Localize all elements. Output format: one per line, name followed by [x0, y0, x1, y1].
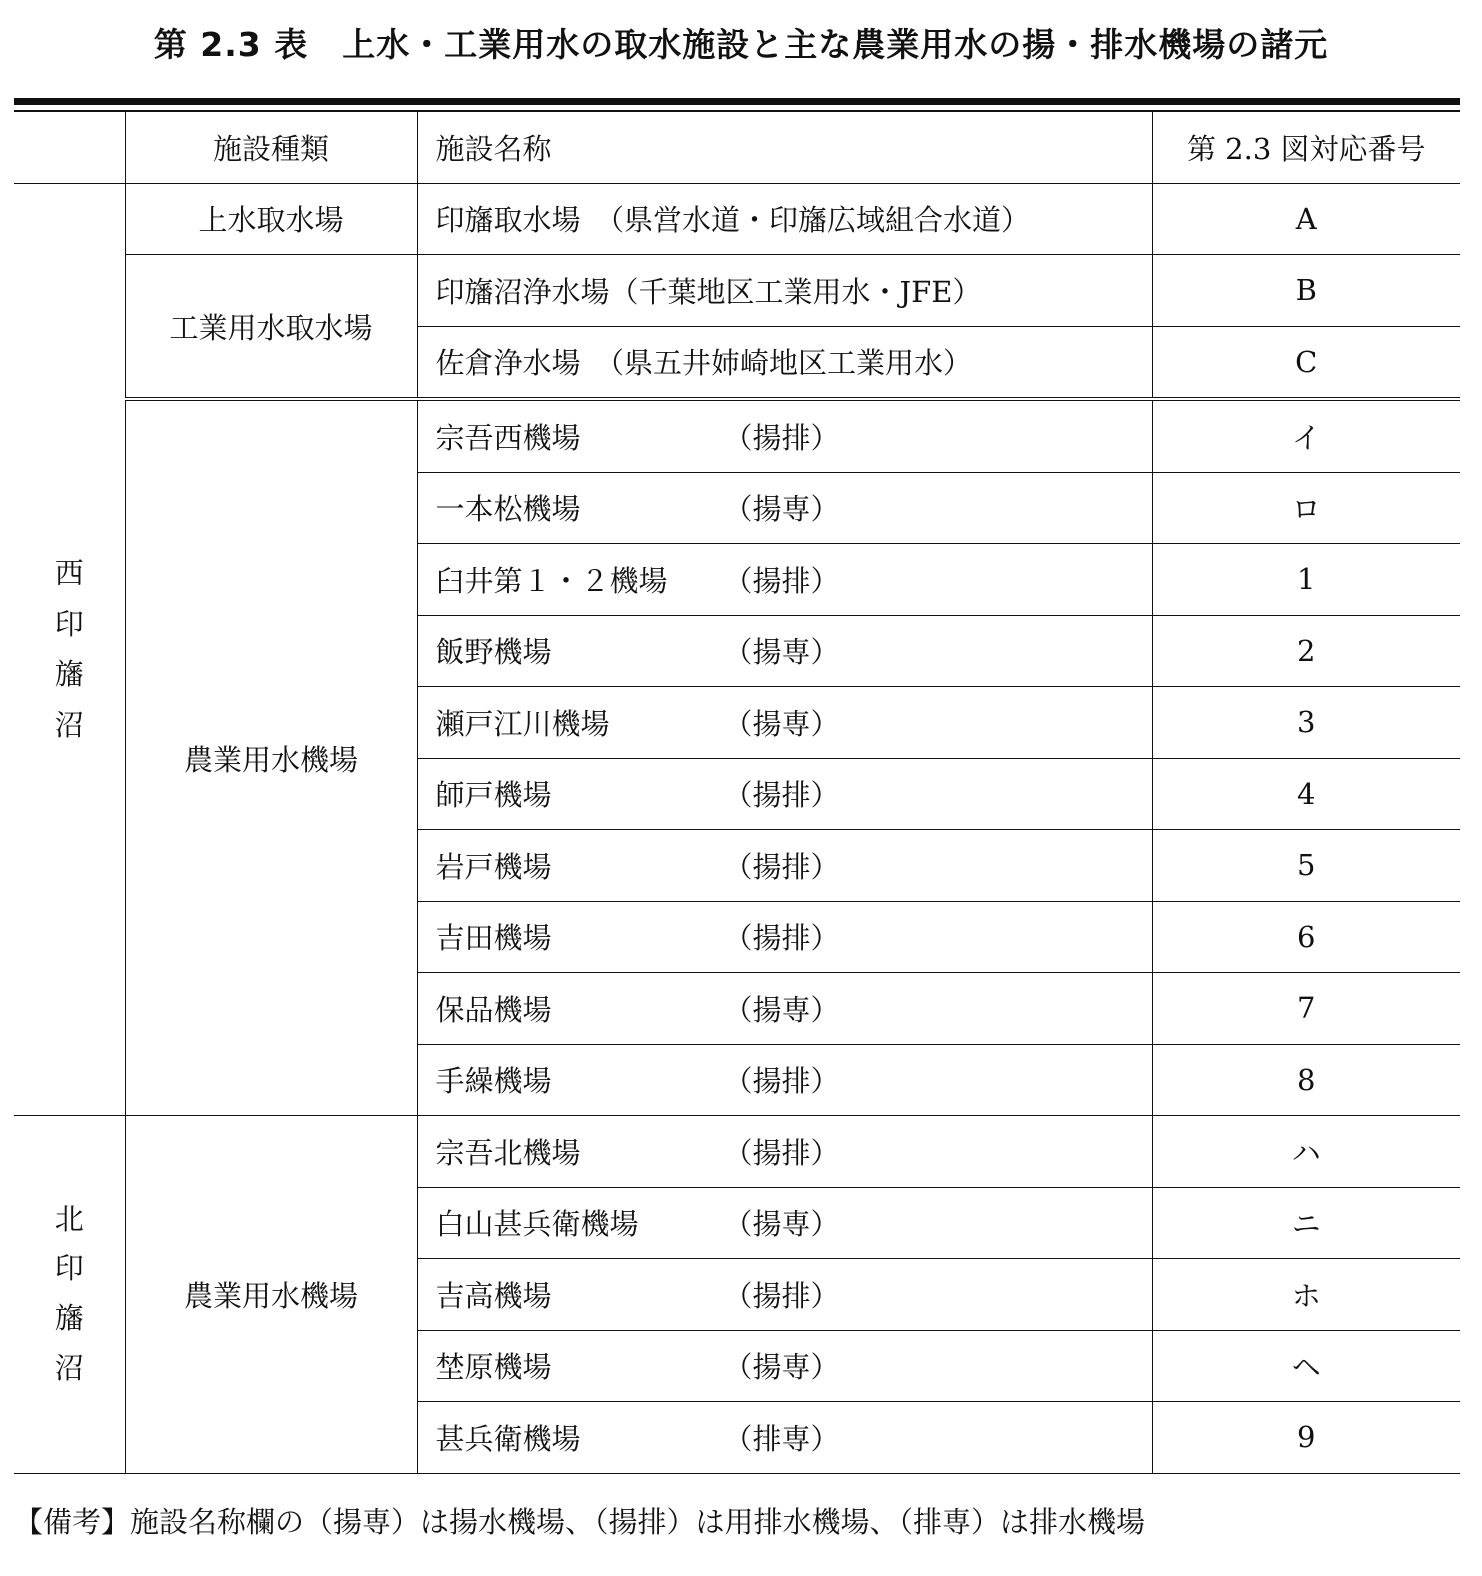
- facility-kind-tag: （揚排）: [723, 563, 840, 598]
- facility-name: 甚兵衛機場: [435, 1421, 581, 1456]
- facility-type-cell: 上水取水場: [125, 183, 417, 255]
- figure-number-cell: 5: [1152, 830, 1460, 902]
- facility-type-cell: 農業用水機場: [125, 1116, 417, 1474]
- facility-table: [14, 112, 1460, 1474]
- table-row: [14, 399, 1460, 472]
- header-facility-name: 施設名称: [417, 112, 1152, 183]
- facility-kind-tag: （揚排）: [723, 420, 840, 455]
- header-facility-type: 施設種類: [125, 112, 417, 183]
- facility-name: 印旛取水場 （県営水道・印旛広域組合水道）: [435, 203, 1031, 238]
- facility-kind-tag: （揚排）: [723, 1278, 840, 1313]
- facility-name: 保品機場: [435, 992, 552, 1027]
- figure-number-cell: 1: [1152, 544, 1460, 616]
- header-region-cell: [14, 112, 125, 183]
- facility-name-cell: [417, 830, 1152, 902]
- facility-kind-tag: （揚排）: [723, 778, 840, 813]
- facility-name-cell: [417, 1330, 1152, 1402]
- facility-name: 臼井第１・２機場: [435, 563, 668, 598]
- facility-name: 埜原機場: [435, 1350, 552, 1385]
- facility-name-cell: [417, 1259, 1152, 1331]
- figure-number-cell: 9: [1152, 1402, 1460, 1474]
- figure-number-cell: 7: [1152, 973, 1460, 1045]
- region-cell-west: [14, 183, 125, 1116]
- figure-number-cell: ロ: [1152, 472, 1460, 544]
- facility-kind-tag: （揚専）: [723, 1350, 840, 1385]
- facility-name: 岩戸機場: [435, 849, 552, 884]
- facility-name: 白山甚兵衛機場: [435, 1207, 639, 1242]
- region-label-west: 西印旛沼: [54, 555, 84, 742]
- facility-kind-tag: （揚専）: [723, 1207, 840, 1242]
- figure-number-cell: ヘ: [1152, 1330, 1460, 1402]
- facility-name-cell: [417, 183, 1152, 255]
- figure-number-cell: イ: [1152, 399, 1460, 472]
- facility-name: 師戸機場: [435, 778, 552, 813]
- facility-kind-tag: （揚排）: [723, 849, 840, 884]
- figure-number-cell: A: [1152, 183, 1460, 255]
- figure-number-cell: ハ: [1152, 1116, 1460, 1188]
- table-row: [14, 183, 1460, 255]
- facility-name-cell: [417, 399, 1152, 472]
- facility-kind-tag: （揚専）: [723, 706, 840, 741]
- facility-name: 印旛沼浄水場（千葉地区工業用水・JFE）: [435, 274, 982, 309]
- facility-kind-tag: （排専）: [723, 1421, 840, 1456]
- facility-name: 瀬戸江川機場: [435, 706, 610, 741]
- figure-number-cell: ニ: [1152, 1187, 1460, 1259]
- facility-name-cell: [417, 901, 1152, 973]
- region-label-north: 北印旛沼: [54, 1201, 84, 1386]
- facility-kind-tag: （揚専）: [723, 992, 840, 1027]
- figure-number-cell: 8: [1152, 1044, 1460, 1116]
- facility-kind-tag: （揚排）: [723, 1135, 840, 1170]
- facility-name-cell: [417, 1044, 1152, 1116]
- region-cell-north: [14, 1116, 125, 1474]
- table-row: [14, 255, 1460, 327]
- figure-number-cell: ホ: [1152, 1259, 1460, 1331]
- facility-type-cell: 工業用水取水場: [125, 255, 417, 400]
- header-figure-number: 第 2.3 図対応番号: [1152, 112, 1460, 183]
- facility-name: 飯野機場: [435, 635, 552, 670]
- facility-name: 吉高機場: [435, 1278, 552, 1313]
- facility-name-cell: [417, 758, 1152, 830]
- facility-name-cell: [417, 1187, 1152, 1259]
- facility-type-cell: 農業用水機場: [125, 399, 417, 1116]
- figure-number-cell: 3: [1152, 687, 1460, 759]
- facility-name: 佐倉浄水場 （県五井姉崎地区工業用水）: [435, 346, 973, 381]
- facility-name-cell: [417, 615, 1152, 687]
- table-row: [14, 1116, 1460, 1188]
- facility-name: 手繰機場: [435, 1064, 552, 1099]
- figure-number-cell: B: [1152, 255, 1460, 327]
- facility-name-cell: [417, 1116, 1152, 1188]
- facility-name-cell: [417, 255, 1152, 327]
- facility-kind-tag: （揚排）: [723, 921, 840, 956]
- facility-name-cell: [417, 472, 1152, 544]
- facility-name: 宗吾西機場: [435, 420, 581, 455]
- figure-number-cell: 6: [1152, 901, 1460, 973]
- facility-kind-tag: （揚排）: [723, 1064, 840, 1099]
- facility-name-cell: [417, 544, 1152, 616]
- facility-name-cell: [417, 1402, 1152, 1474]
- footnote: 【備考】施設名称欄の（揚専）は揚水機場、（揚排）は用排水機場、（排専）は排水機場: [14, 1505, 1146, 1539]
- top-rule-thick: [14, 98, 1460, 105]
- facility-kind-tag: （揚専）: [723, 635, 840, 670]
- figure-number-cell: 4: [1152, 758, 1460, 830]
- facility-name-cell: [417, 326, 1152, 399]
- facility-name: 吉田機場: [435, 921, 552, 956]
- facility-name-cell: [417, 973, 1152, 1045]
- table-header-row: [14, 112, 1460, 183]
- figure-number-cell: C: [1152, 326, 1460, 399]
- page-title: 第 2.3 表 上水・工業用水の取水施設と主な農業用水の揚・排水機場の諸元: [153, 25, 1329, 64]
- figure-number-cell: 2: [1152, 615, 1460, 687]
- facility-name: 宗吾北機場: [435, 1135, 581, 1170]
- facility-name-cell: [417, 687, 1152, 759]
- facility-name: 一本松機場: [435, 492, 581, 527]
- facility-kind-tag: （揚専）: [723, 492, 840, 527]
